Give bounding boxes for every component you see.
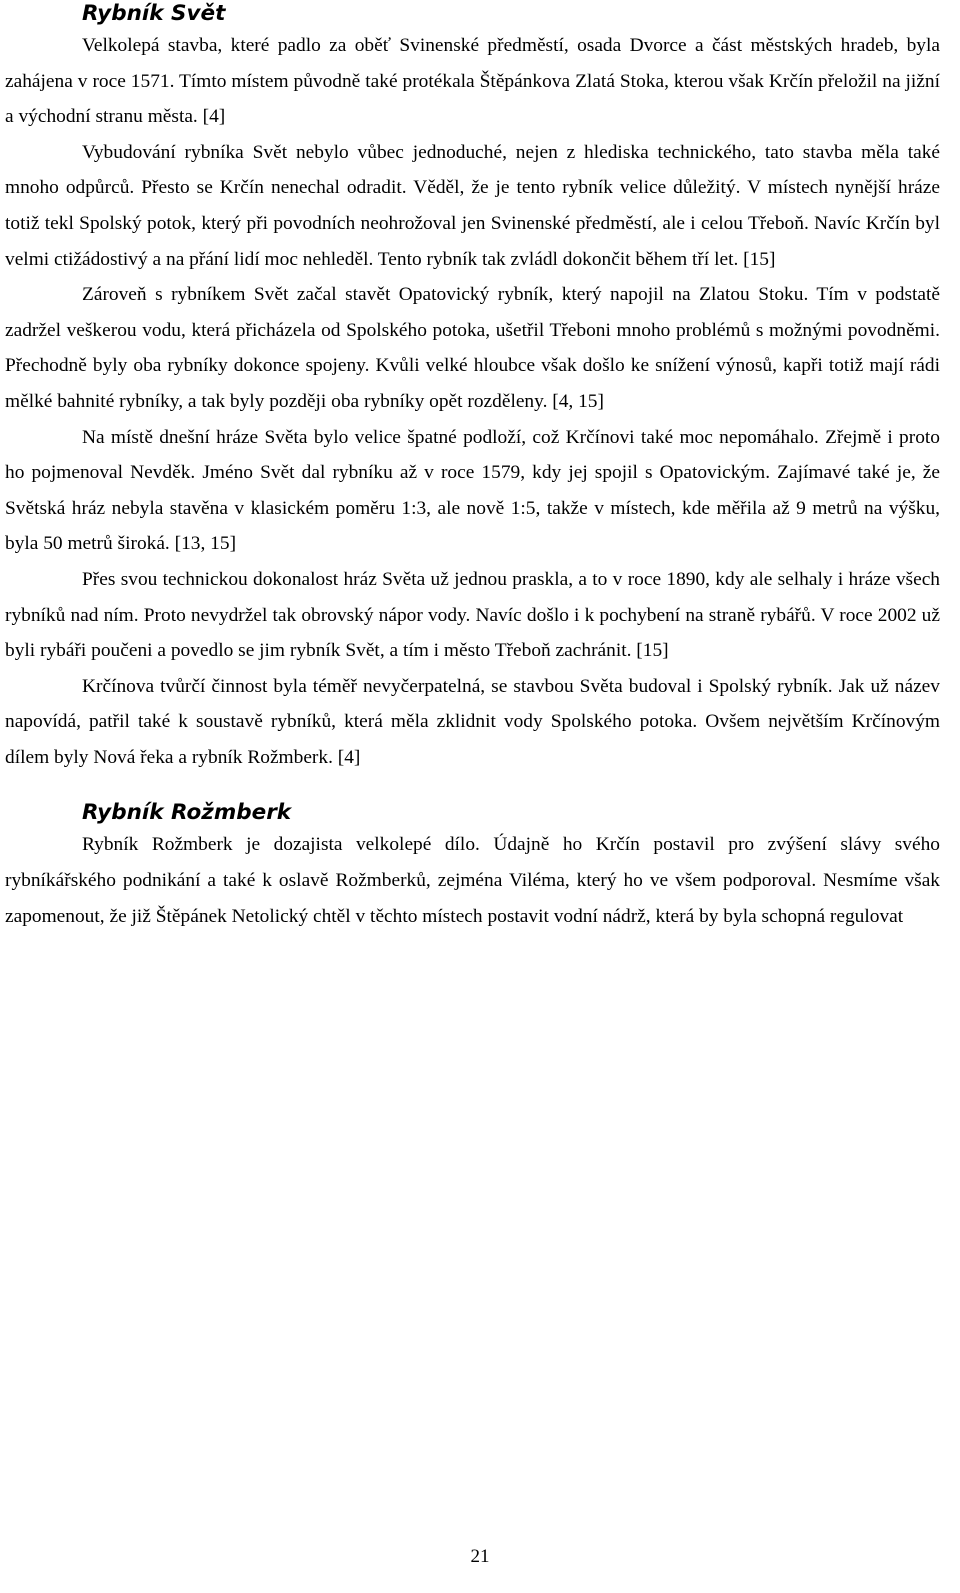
- paragraph: Rybník Rožmberk je dozajista velkolepé dílo. Údajně ho Krčín postavil pro zvýšení slávy svého rybníkářského podnikání a také k oslavě Rožmberků, zejména Viléma, který ho ve všem podporoval. Nesmíme však zapomenout, že již Štěpánek Netolický chtěl v těchto místech postavit vodní nádrž, která by byla schopná regulovat: [5, 834, 940, 927]
- page-number: 21: [470, 1546, 490, 1567]
- paragraph: Zároveň s rybníkem Svět začal stavět Opatovický rybník, který napojil na Zlatou Stoku. Tím v podstatě zadržel veškerou vodu, která přicházela od Spolského potoka, ušetřil Třeboni mnoho problémů s možnými povodněmi. Přechodně byly oba rybníky dokonce spojeny. Kvůli velké hloubce však došlo ke snížení výnosů, kapři totiž mají rádi mělké bahnité rybníky, a tak byly později oba rybníky opět rozděleny. [4, 15]: [5, 284, 940, 412]
- paragraph: Přes svou technickou dokonalost hráz Světa už jednou praskla, a to v roce 1890, kdy ale selhaly i hráze všech rybníků nad ním. Proto nevydržel tak obrovský nápor vody. Navíc došlo i k pochybení na straně rybářů. V roce 2002 už byli rybáři poučeni a povedlo se jim rybník Svět, a tím i město Třeboň zachránit. [15]: [5, 568, 940, 662]
- paragraph: Velkolepá stavba, které padlo za oběť Svinenské předměstí, osada Dvorce a část městských hradeb, byla zahájena v roce 1571. Tímto místem původně také protékala Štěpánkova Zlatá Stoka, kterou však Krčín přeložil na jižní a východní stranu města. [4]: [5, 35, 940, 128]
- paragraph: Na místě dnešní hráze Světa bylo velice špatné podloží, což Krčínovi také moc nepomáhalo. Zřejmě i proto ho pojmenoval Nevděk. Jméno Svět dal rybníku až v roce 1579, kdy jej spojil s Opatovickým. Zajímavé také je, že Světská hráz nebyla stavěna v klasickém poměru 1:3, ale nově 1:5, takže v místech, kde měřila až 9 metrů na výšku, byla 50 metrů široká. [13, 15]: [5, 426, 940, 555]
- section-heading: Rybník Rožmberk: [82, 800, 292, 826]
- document-page: [5, 0, 940, 934]
- paragraph: Krčínova tvůrčí činnost byla téměř nevyčerpatelná, se stavbou Světa budoval i Spolský rybník. Jak už název napovídá, patřil také k soustavě rybníků, která měla zklidnit vody Spolského potoka. Ovšem největším Krčínovým dílem byly Nová řeka a rybník Rožmberk. [4]: [5, 675, 940, 768]
- paragraph: Vybudování rybníka Svět nebylo vůbec jednoduché, nejen z hlediska technického, tato stavba měla také mnoho odpůrců. Přesto se Krčín nenechal odradit. Věděl, že je tento rybník velice důležitý. V místech nynější hráze totiž tekl Spolský potok, který při povodních neohrožoval jen Svinenské předměstí, ale i celou Třeboň. Navíc Krčín byl velmi ctižádostivý a na přání lidí moc nehleděl. Tento rybník tak zvládl dokončit během tří let. [15]: [5, 141, 940, 270]
- section-heading: Rybník Svět: [82, 1, 226, 26]
